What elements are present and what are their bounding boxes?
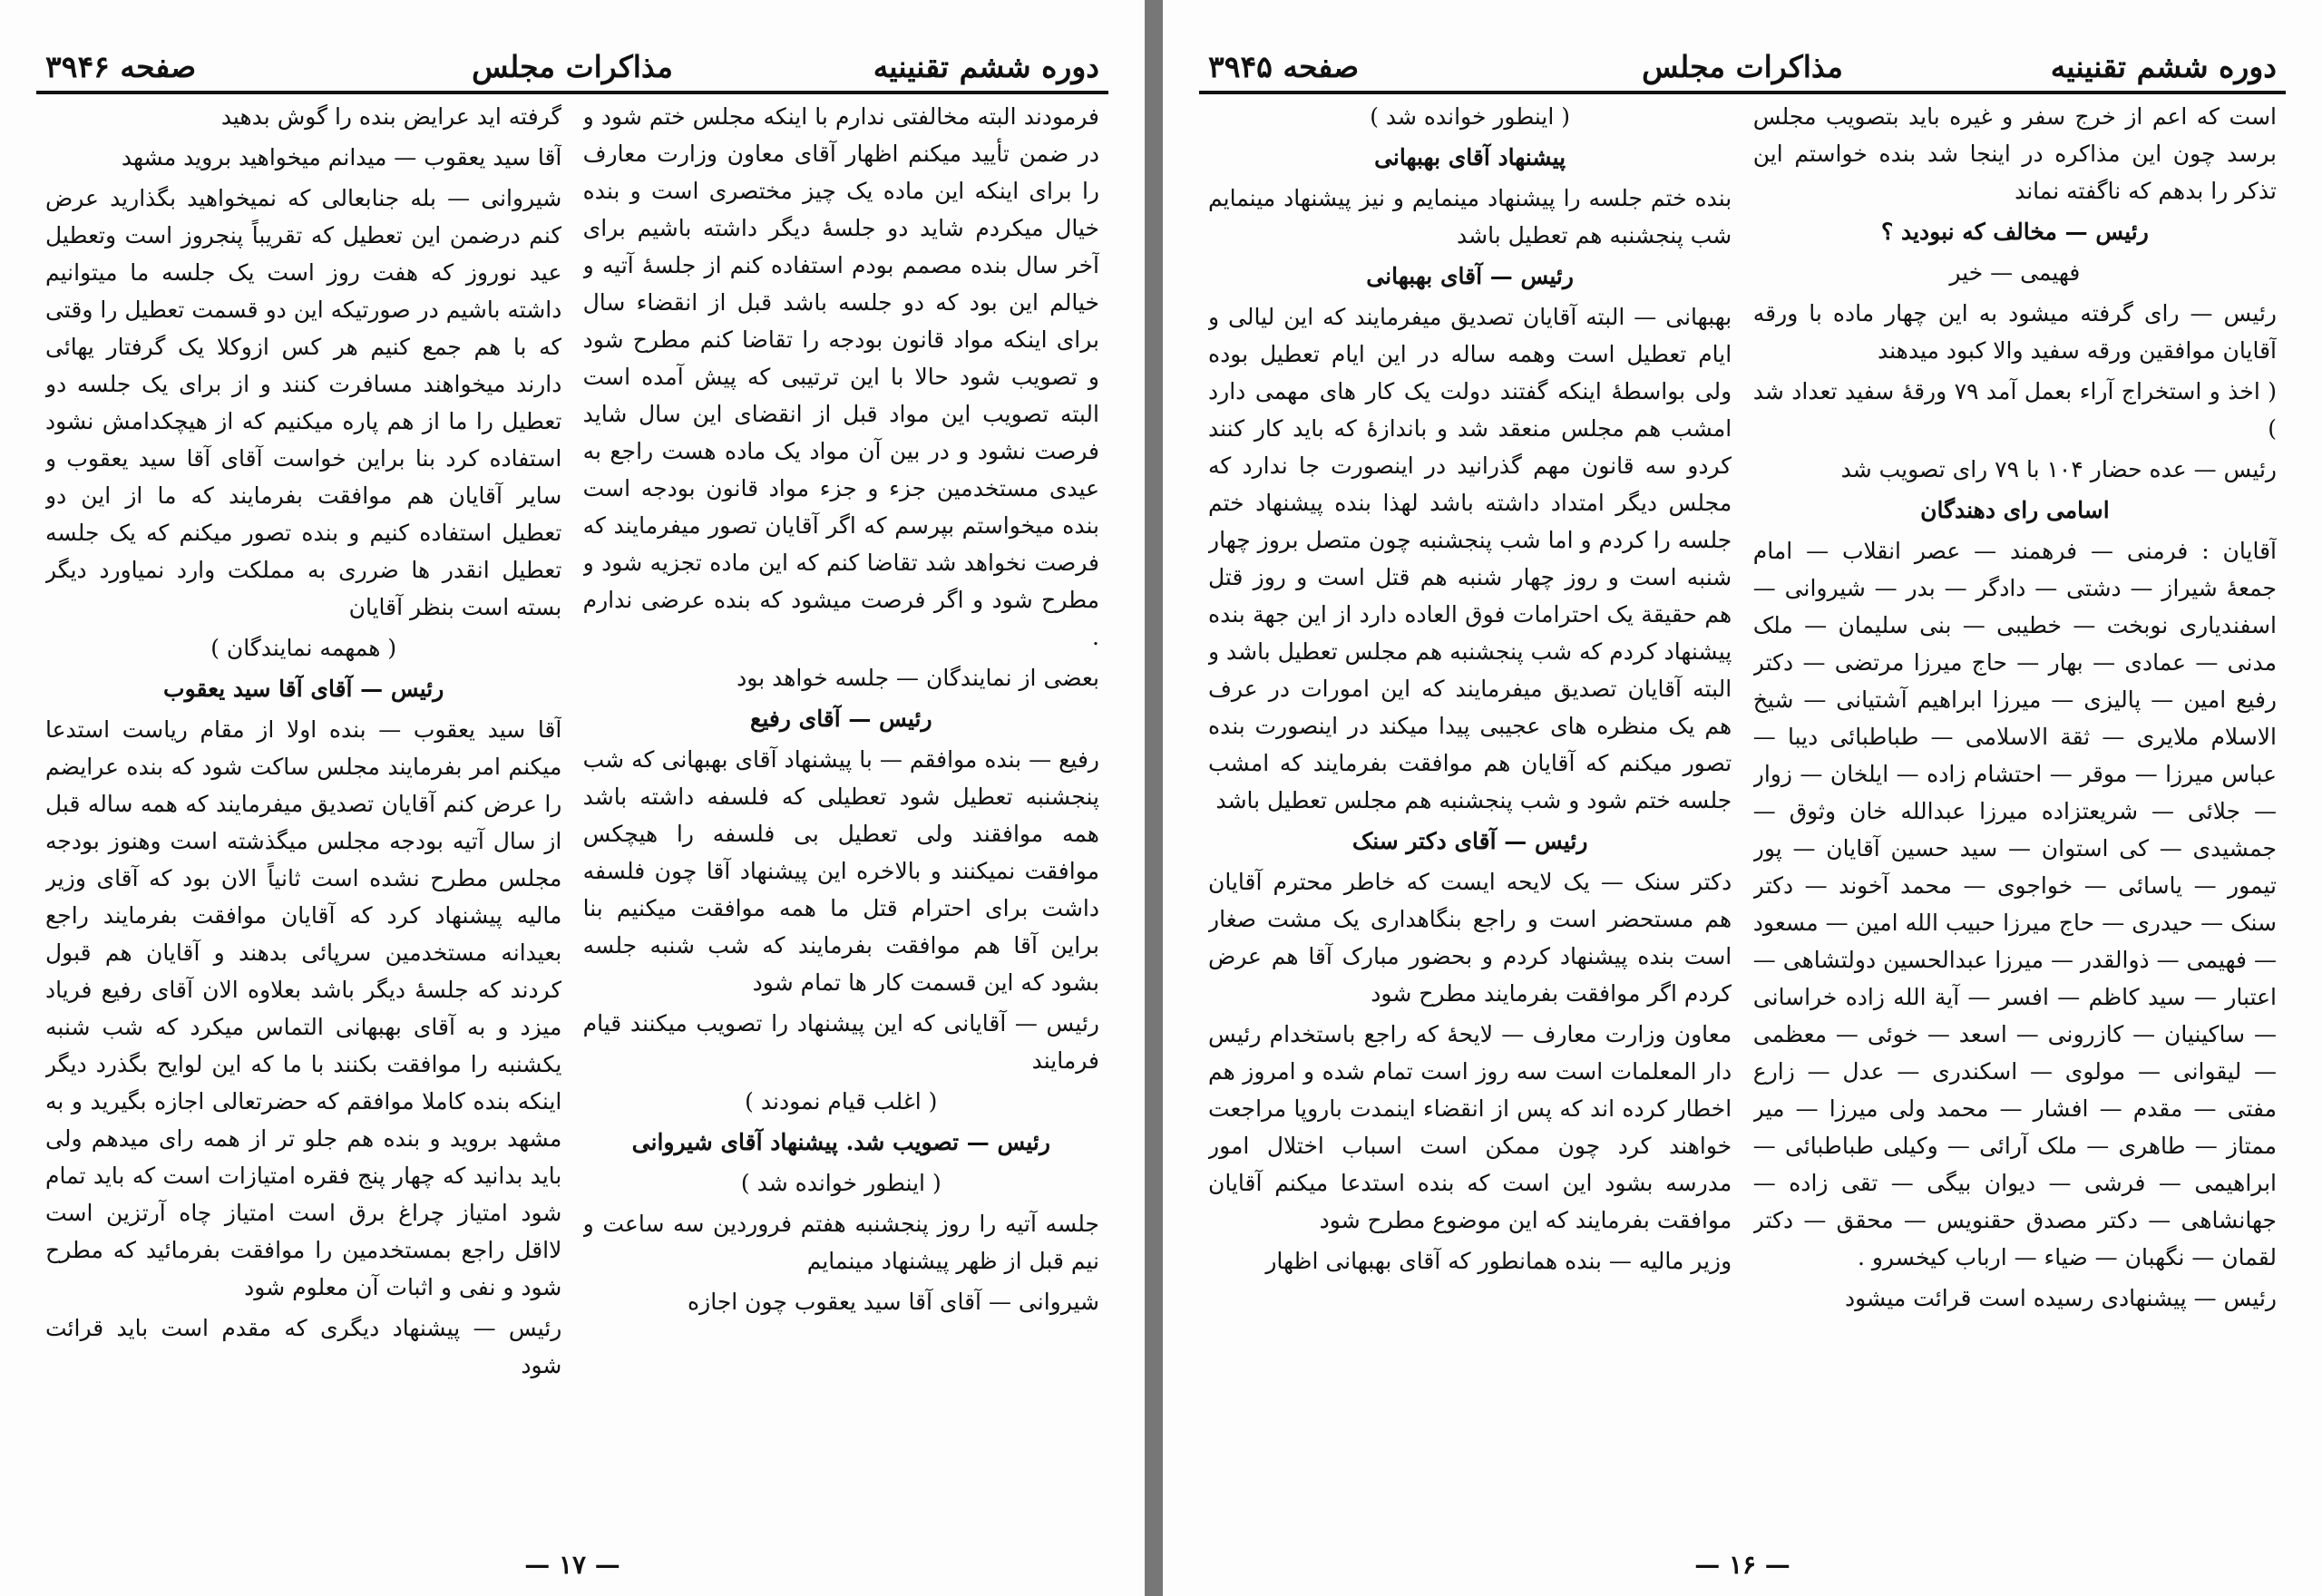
- centered-note: ( اینطور خوانده شد ): [740, 1170, 941, 1196]
- left-page-column-2: [45, 98, 561, 1533]
- paragraph: دکتر سنک — یک لایحه ایست که خاطر محترم آقایان هم مستحضر است و راجع بنگاهداری یک مشت صغار است بنده پیشنهاد کردم و بحضور مبارک آقا هم عرض کردم اگر موافقت بفرمایند مطرح شود: [1208, 869, 1732, 1007]
- speaker-heading: اسامی رای دهندگان: [1920, 497, 2110, 523]
- right-page-column-2: [1208, 98, 1732, 1533]
- centered-note: ( اینطور خوانده شد ): [1370, 103, 1571, 130]
- paragraph: آقایان : فرمنی — فرهمند — عصر انقلاب — امام جمعهٔ شیراز — دشتی — دادگر — بدر — شیروانی — اسفندیاری نوبخت — خطیبی — بنی سلیمان — ملک مدنی — عمادی — بهار — حاج میرزا مرتضی — دکتر رفیع امین — پالیزی — میرزا ابراهیم آشتیانی — شیخ الاسلام ملایری — ثقة الاسلامی — طباطبائی دیبا — عباس میرزا — موقر — احتشام زاده — ایلخان — زوار — جلائی — شریعتزاده میرزا عبدالله خان وثوق — جمشیدی — کی استوان — سید حسین آقایان — پور تیمور — یاسائی — خواجوی — محمد آخوند — دکتر سنک — حیدری — حاج میرزا حبیب الله امین — مسعود — فهیمی — ذوالقدر — میرزا عبدالحسین دولتشاهی — اعتبار — سید کاظم — افسر — آیة الله زاده خراسانی — ساکینیان — کازرونی — اسعد — خوئی — معظمی — لیقوانی — مولوی — اسکندری — عدل — زارع مفتی — مقدم — افشار — محمد ولی میرزا — میر ممتاز — طاهری — ملک آرائی — وکیلی طباطبائی — ابراهیمی — فرشی — دیوان بیگی — تقی زاده — جهانشاهی — دکتر مصدق حقنویس — محقق — دکتر لقمان — نگهبان — ضیاء — ارباب کیخسرو .: [1752, 538, 2277, 1270]
- edition-label: دوره ششم تقنینیه: [2050, 49, 2277, 84]
- page-number: صفحه ۳۹۴۵: [1208, 49, 1360, 84]
- paragraph: وزیر مالیه — بنده همانطور که آقای بهبهانی اظهار: [1265, 1248, 1732, 1274]
- paragraph: آقا سید یعقوب — میدانم میخواهید بروید مشهد: [121, 144, 562, 170]
- speaker-heading: رئیس — آقای دکتر سنک: [1351, 828, 1588, 854]
- paragraph: رئیس — پیشنهاد دیگری که مقدم است باید قرائت شود: [45, 1315, 562, 1378]
- paragraph: رفیع — بنده موافقم — با پیشنهاد آقای بهبهانی که شب پنجشنبه تعطیل شود تعطیلی که فلسفه داشته باشد همه موافقند ولی تعطیل بی فلسفه را هیچکس موافقت نمیکنند و بالاخره این پیشنهاد آقا چون فلسفه داشت برای احترام قتل ما همه موافقت میکنیم بنا براین آقا هم موافقت بفرمایند که شب شنبه جلسه بشود که این قسمت کار ها تمام شود: [582, 746, 1099, 996]
- speaker-heading: رئیس — تصویب شد. پیشنهاد آقای شیروانی: [631, 1129, 1050, 1155]
- paragraph: رئیس — پیشنهادی رسیده است قرائت میشود: [1844, 1285, 2277, 1311]
- journal-title: مذاکرات مجلس: [472, 49, 673, 84]
- paragraph: معاون وزارت معارف — لایحهٔ که راجع باستخدام رئیس دار المعلمات است سه روز است تمام شده و امروز هم اخطار کرده اند که پس از انقضاء اینمدت باروپا مراجعت خواهند کرد چون ممکن است اسباب اختلال امور مدرسه بشود این است که بنده استدعا میکنم آقایان موافقت بفرمایند که این موضوع مطرح شود: [1208, 1021, 1732, 1233]
- paragraph: بهبهانی — البته آقایان تصدیق میفرمایند که این لیالی و ایام تعطیل است وهمه ساله در این ایام تعطیل بوده ولی بواسطهٔ اینکه گفتند دولت یک کار های مهمی دارد امشب هم مجلس منعقد شد و باندازهٔ که باید کار کنند کردو سه قانون مهم گذرانید در اینصورت جا ندارد که مجلس دیگر امتداد داشته باشد لهذا بنده پیشنهاد ختم جلسه را کردم و اما شب پنجشنبه چون متصل بروز چهار شنبه است و روز چهار شنبه هم قتل است و روز قتل هم حقیقة یک احترامات فوق العاده دارد از این جهة بنده پیشنهاد کردم که شب پنجشنبه هم مجلس تعطیل باشد و البته آقایان تصدیق میفرمایند که این امورات در عرف هم یک منظره های عجیبی پیدا میکند در اینصورت بنده تصور میکنم که آقایان هم موافقت بفرمایند که امشب جلسه ختم شود و شب پنجشنبه هم مجلس تعطیل باشد: [1208, 304, 1732, 813]
- right-page-column-1: [1753, 98, 2277, 1533]
- left-page-header: [36, 47, 1108, 94]
- paragraph: ( اخذ و استخراج آراء بعمل آمد ۷۹ ورقهٔ سفید تعداد شد ): [1752, 378, 2277, 442]
- paragraph: رئیس — رای گرفته میشود به این چهار ماده با ورقه آقایان موافقین ورقه سفید والا کبود میدهند: [1752, 300, 2277, 364]
- speaker-heading: پیشنهاد آقای بهبهانی: [1374, 144, 1566, 170]
- centered-note: فهیمی — خیر: [1949, 259, 2081, 286]
- paragraph: رئیس — آقایانی که این پیشنهاد را تصویب میکنند قیام فرمایند: [582, 1010, 1099, 1074]
- page-footer-number: — ۱۷ —: [524, 1550, 620, 1580]
- paragraph: رئیس — عده حضار ۱۰۴ با ۷۹ رای تصویب شد: [1840, 456, 2277, 482]
- paragraph: است که اعم از خرج سفر و غیره باید بتصویب مجلس برسد چون این مذاکره در اینجا شد بنده خواستم این تذکر را بدهم که ناگفته نماند: [1752, 103, 2277, 204]
- centered-note: ( اغلب قیام نمودند ): [745, 1088, 938, 1114]
- paragraph: بعضی از نمایندگان — جلسه خواهد بود: [737, 665, 1099, 691]
- speaker-heading: رئیس — آقای آقا سید یعقوب: [163, 676, 444, 702]
- left-page: [0, 0, 1145, 1596]
- journal-title: مذاکرات مجلس: [1642, 49, 1843, 84]
- page-number: صفحه ۳۹۴۶: [45, 49, 197, 84]
- paragraph: جلسه آتیه را روز پنجشنبه هفتم فروردین سه ساعت و نیم قبل از ظهر پیشنهاد مینمایم: [582, 1211, 1099, 1274]
- right-page-header: [1199, 47, 2286, 94]
- right-page: [1163, 0, 2322, 1596]
- paragraph: شیروانی — آقای آقا سید یعقوب چون اجازه: [688, 1289, 1099, 1315]
- paragraph: بنده ختم جلسه را پیشنهاد مینمایم و نیز پیشنهاد مینمایم شب پنجشنبه هم تعطیل باشد: [1208, 185, 1732, 248]
- speaker-heading: رئیس — آقای بهبهانی: [1366, 263, 1574, 289]
- centered-note: ( همهمه نمایندگان ): [210, 635, 397, 661]
- speaker-heading: رئیس — آقای رفیع: [750, 706, 932, 732]
- page-footer-number: — ۱۶ —: [1694, 1550, 1790, 1580]
- edition-label: دوره ششم تقنینیه: [873, 49, 1099, 84]
- left-page-column-1: [583, 98, 1099, 1533]
- paragraph: شیروانی — بله جنابعالی که نمیخواهید بگذارید عرض کنم درضمن این تعطیل که تقریباً پنجروز است وتعطیل عید نوروز که هفت روز است یک جلسه ما میتوانیم داشته باشیم در صورتیکه این دو قسمت تعطیل را وقتی که با هم جمع کنیم هر کس ازوکلا یک گرفتار یهائی دارند میخواهند مسافرت کنند و از برای یک جلسه دو تعطیل را ما از هم پاره میکنیم که از هیچکدامش نشود استفاده کرد بنا براین خواست آقای آقا سید یعقوب و سایر آقایان هم موافقت بفرمایند که ما از این دو تعطیل استفاده کنیم و بنده تصور میکنم که یک جلسه تعطیل انقدر ها ضرری به مملکت وارد نمیاورد دیگر بسته است بنظر آقایان: [45, 185, 562, 620]
- paragraph: فرمودند البته مخالفتی ندارم با اینکه مجلس ختم شود و در ضمن تأیید میکنم اظهار آقای معاون وزارت معارف را برای اینکه این ماده یک چیز مختصری است و بنده خیال میکردم شاید دو جلسهٔ دیگر داشته باشیم برای آخر سال بنده مصمم بودم استفاده کنم از جلسهٔ آتیه و خیالم این بود که دو جلسه باشد قبل از انقضاء سال برای اینکه مواد قانون بودجه را تقاضا کنم مطرح شود و تصویب شود حالا با این ترتیبی که پیش آمده است البته تصویب این مواد قبل از انقضای این سال شاید فرصت نشود و در بین آن مواد یک ماده هست راجع به عیدی مستخدمین جزء و جزء مواد قانون بودجه است بنده میخواستم بپرسم که اگر آقایان تصور میفرمایند که فرصت نخواهد شد تقاضا کنم که این ماده تجزیه شود و مطرح شود و اگر فرصت میشود که بنده عرضی ندارم .: [582, 103, 1099, 650]
- speaker-heading: رئیس — مخالف که نبودید ؟: [1880, 219, 2149, 245]
- paragraph: آقا سید یعقوب — بنده اولا از مقام ریاست استدعا میکنم امر بفرمایند مجلس ساکت شود که بنده عرایضم را عرض کنم آقایان تصدیق میفرمایند که همه ساله قبل از سال آتیه بودجه مجلس میگذشته است وهنوز بودجه مجلس مطرح نشده است ثانیاً الان بود که آقای وزیر مالیه پیشنهاد کرد که آقایان موافقت بفرمایند راجع بعیدانه مستخدمین سرپائی بدهند و آقایان هم قبول کردند که جلسهٔ دیگر باشد بعلاوه الان آقای رفیع فریاد میزد و به آقای بهبهانی التماس میکرد که شب شنبه یکشنبه را موافقت بکنند با ما که این لوایح بگذرد دیگر اینکه بنده کاملا موافقم که حضرتعالی اجازه بگیرید و به مشهد بروید و بنده هم جلو تر از همه رای میدهم ولی باید بدانید که چهار پنج فقره امتیازات است که باید تمام شود امتیاز چراغ برق است امتیاز چاه آرتزین است لااقل راجع بمستخدمین را موافقت بفرمائید که مطرح شود و نفی و اثبات آن معلوم شود: [45, 716, 562, 1300]
- page-gutter: [1145, 0, 1163, 1596]
- paragraph: گرفته اید عرایض بنده را گوش بدهید: [220, 103, 562, 130]
